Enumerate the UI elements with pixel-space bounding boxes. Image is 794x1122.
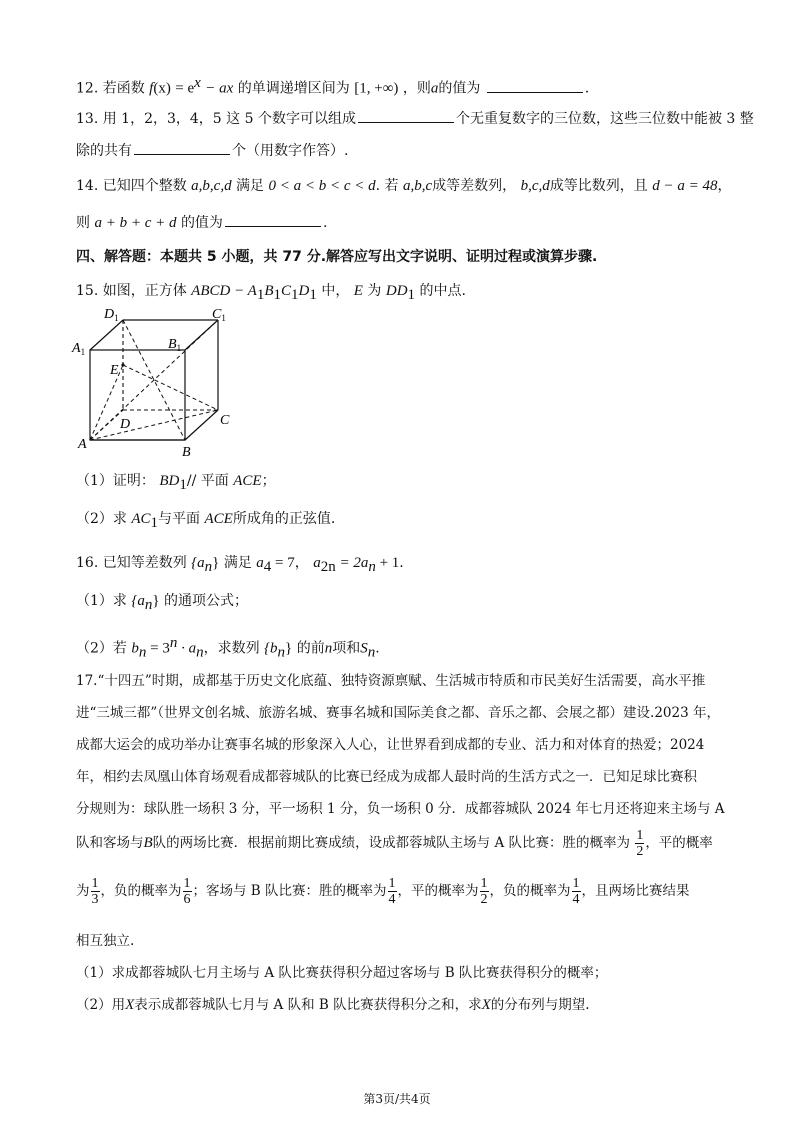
cube-figure [68,306,238,458]
question-12: 12. 若函数 $f(x) = e^x$ − ax 的单调递增区间为 [1, +∞) ，则a的值为 . [76,75,590,97]
answer-blank[interactable] [134,140,230,155]
question-17-line3: 成都大运会的成功举办让赛事名城的形象深入人心，让世界看到成都的专业、活力和对体育的热爱；2024 [76,737,705,753]
diag-ac [90,410,218,440]
question-17-line5: 分规则为：球队胜一场积 3 分，平一场积 1 分，负一场积 0 分．成都蓉城队 2024 年七月还将迎来主场与 A [76,801,725,817]
section-heading: 四、解答题：本题共 5 小题，共 77 分.解答应写出文字说明、证明过程或演算步骤. [76,249,598,265]
question-17-line8: 相互独立. [76,933,135,949]
question-15-part1: （1）证明： $BD_1//$ 平面 ACE； [76,473,276,493]
edge-bc [185,410,218,440]
question-14: 14. 已知四个整数 a,b,c,d 满足 0 < a < b < c < d. 若 a,b,c成等差数列， b,c,d成等比数列，且 d − a = 48， [76,178,732,194]
diag-ac1 [90,320,218,440]
question-17-line2: 进“三城三都”（世界文创名城、旅游名城、赛事名城和国际美食之都、音乐之都、会展之都）建设.2023 年， [76,705,720,721]
fraction: $\frac{1}{6}$ [183,876,191,907]
question-13: 13. 用 1，2，3，4，5 这 5 个数字可以组成 个无重复数字的三位数，这些三位数中能被 3 整 [76,108,754,130]
answer-blank[interactable] [358,108,454,123]
fraction: $\frac{1}{2}$ [480,876,488,907]
label-c: C [220,413,230,428]
line-ec [123,365,218,410]
label-c1: $C_1$ [212,307,226,323]
question-17-line4: 年，相约去凤凰山体育场观看成都蓉城队的比赛已经成为成都人最时尚的生活方式之一．已知足球比赛积 [76,769,697,785]
question-17-line1: 17.“十四五”时期，成都基于历史文化底蕴、独特资源禀赋、生活城市特质和市民美好生活需要，高水平推 [76,673,706,689]
label-a1: $A_1$ [72,341,86,357]
edge-a1d1 [90,320,123,350]
fraction: $\frac{1}{4}$ [572,876,580,907]
question-15: 15. 如图，正方体 ABCD − $A_1B_1C_1D_1$ 中， E 为 $DD_1$ 的中点. [76,283,466,303]
label-d: D [120,417,131,432]
question-17-line7: 为 $\frac{1}{3}$ ，负的概率为 $\frac{1}{6}$ ；客场与 B 队比赛：胜的概率为 $\frac{1}{4}$ ，平的概率为 $\frac{1}{2}$ ，负的概率为 $\frac{1}{4}$ ，且两场比赛结果 [76,876,690,907]
question-17-part2: （2）用X表示成都蓉城队七月与 A 队和 B 队比赛获得积分之和，求X的分布列与期望. [76,997,590,1013]
label-a: A [78,437,87,452]
page-footer: 第3页/共4页 [363,1092,431,1106]
label-b: B [182,445,191,458]
question-13-cont: 除的共有 个（用数字作答）. [76,140,348,162]
fraction: $\frac{1}{2}$ [636,828,644,859]
fraction: $\frac{1}{3}$ [91,876,99,907]
question-15-part2: （2）求 $AC_1$与平面 ACE所成角的正弦值. [76,511,336,531]
question-14-cont: 则 a + b + c + d 的值为 . [76,212,327,234]
question-16-part2: （2）若 $b_n = 3^n \cdot a_n$，求数列 $\{b_n\}$ 的前n项和$S_n$. [76,635,380,661]
question-17-line6: 队和客场与B队的两场比赛．根据前期比赛成绩，设成都蓉城队主场与 A 队比赛：胜的概率为 $\frac{1}{2}$ ，平的概率 [76,828,713,859]
question-16-part1: （1）求 $\{a_n\}$ 的通项公式； [76,593,249,613]
fraction: $\frac{1}{4}$ [388,876,396,907]
answer-blank[interactable] [225,212,321,227]
label-d1: $D_1$ [104,307,119,323]
point-e [121,363,124,366]
label-e: E [110,363,119,378]
question-16: 16. 已知等差数列 $\{a_n\}$ 满足 $a_4 = 7$， $a_{2n} = 2a_n + 1$. [76,555,404,575]
label-b1: $B_1$ [168,337,182,353]
answer-blank[interactable] [487,78,583,93]
question-17-part1: （1）求成都蓉城队七月主场与 A 队比赛获得积分超过客场与 B 队比赛获得积分的概率； [76,965,608,981]
